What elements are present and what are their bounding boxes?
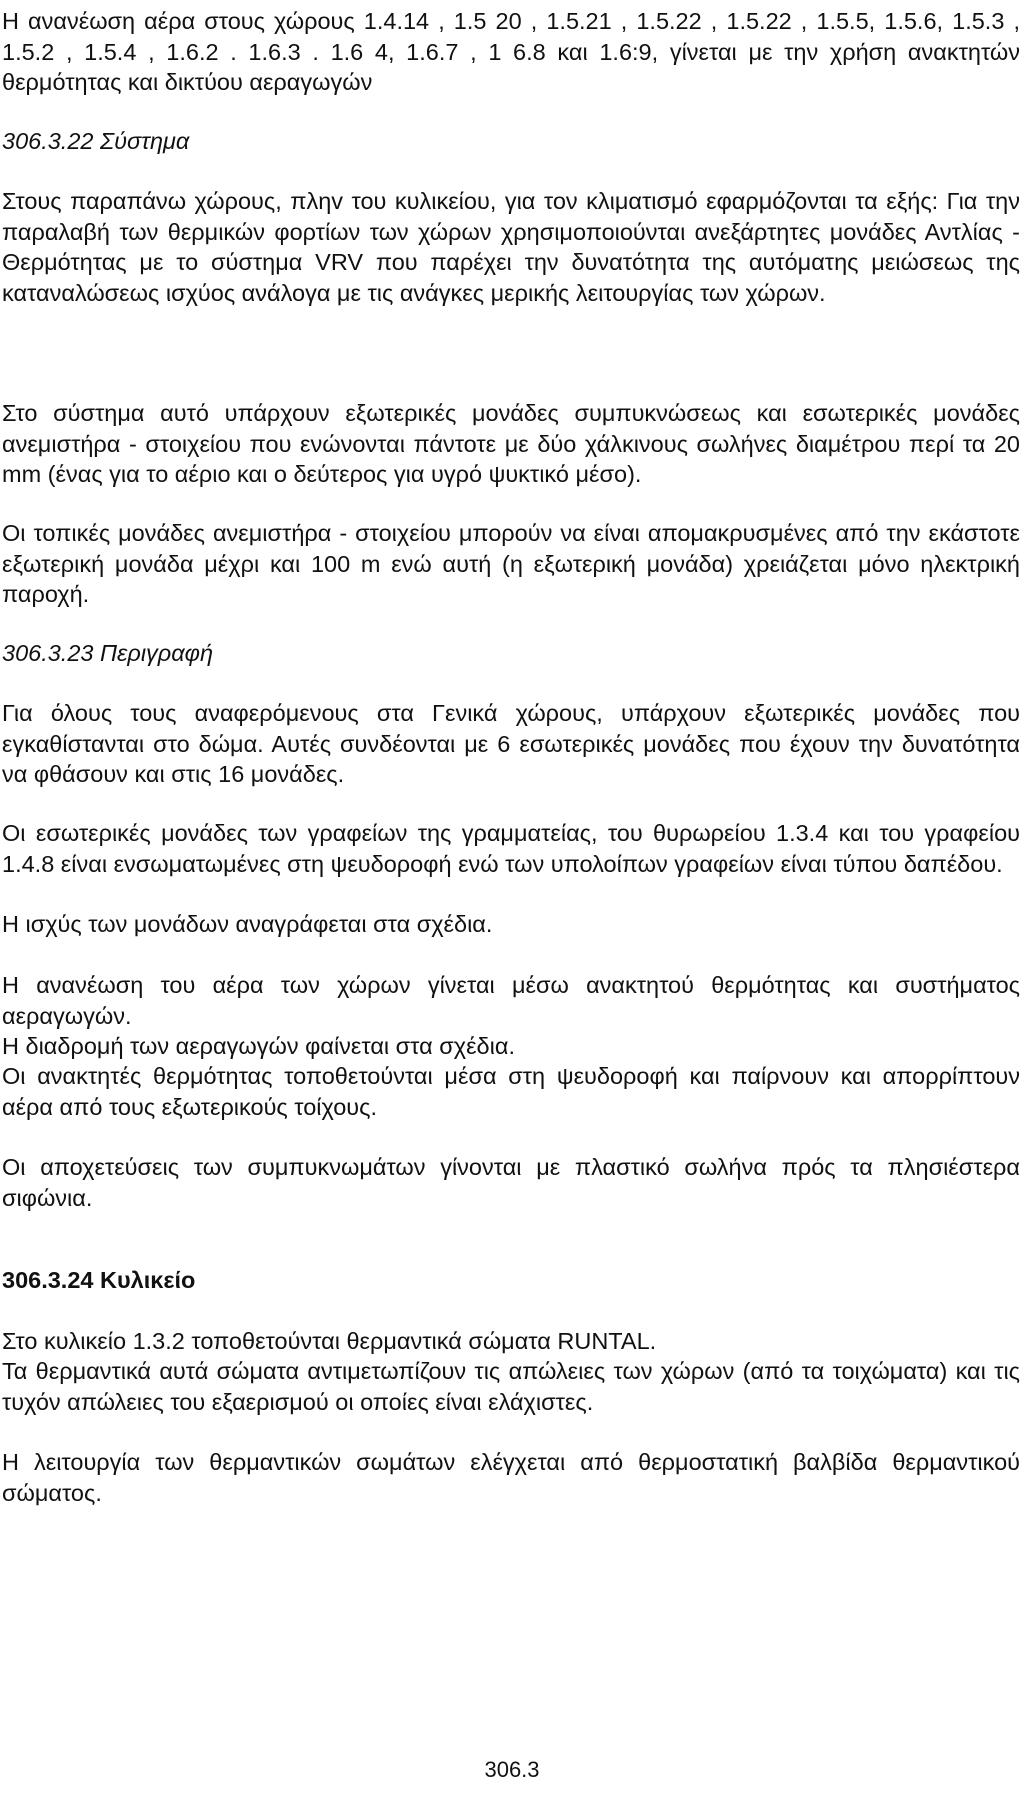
section-24-paragraph-2: Η λειτουργία των θερμαντικών σωμάτων ελέγχεται από θερμοστατική βαλβίδα θερμαντικού σώματος. xyxy=(2,1449,1020,1506)
section-23-paragraph-2: Οι εσωτερικές μονάδες των γραφείων της γραμματείας, του θυρωρείου 1.3.4 και του γραφείου 1.4.8 είναι ενσωματωμένες στη ψευδοροφή ενώ των υπολοίπων γραφείων είναι τύπου δαπέδου. xyxy=(2,820,1020,877)
section-23-paragraph-4: Οι αποχετεύσεις των συμπυκνωμάτων γίνονται με πλαστικό σωλήνα πρός τα πλησιέστερα σιφώνια. xyxy=(2,1154,1020,1211)
section-23-paragraph-2-power-note: Η ισχύς των μονάδων αναγράφεται στα σχέδια. xyxy=(2,911,493,937)
intro-paragraph: Η ανανέωση αέρα στους χώρους 1.4.14 , 1.5 20 , 1.5.21 , 1.5.22 , 1.5.22 , 1.5.5, 1.5.6, 1.5.3 , 1.5.2 , 1.5.4 , 1.6.2 . 1.6.3 . 1.6 4, 1.6.7 , 1 6.8 και 1.6:9, γίνεται με την χρήση ανακτητών θερμότητας και δικτύου αεραγωγών xyxy=(2,8,1020,95)
section-22-paragraph-3: Οι τοπικές μονάδες ανεμιστήρα - στοιχείου μπορούν να είναι απομακρυσμένες από την εκάστοτε εξωτερική μονάδα μέχρι και 100 m ενώ αυτή (η εξωτερική μονάδα) χρειάζεται μόνο ηλεκτρική παροχή. xyxy=(2,520,1020,607)
section-23-paragraph-3-recuperators: Οι ανακτητές θερμότητας τοποθετούνται μέσα στη ψευδοροφή και παίρνουν και απορρίπτουν αέρα από τους εξωτερικούς τοίχους. xyxy=(2,1063,1020,1120)
page-number: 306.3 xyxy=(484,1757,540,1782)
section-heading-306-3-23: 306.3.23 Περιγραφή xyxy=(2,640,214,666)
section-heading-306-3-22: 306.3.22 Σύστημα xyxy=(2,128,190,154)
section-24-paragraph-1-losses: Τα θερμαντικά αυτά σώματα αντιμετωπίζουν τις απώλειες των χώρων (από τα τοιχώματα) και τις τυχόν απώλειες του εξαερισμού οι οποίες είναι ελάχιστες. xyxy=(2,1358,1020,1415)
section-heading-306-3-24: 306.3.24 Κυλικείο xyxy=(2,1267,196,1293)
section-23-paragraph-3: Η ανανέωση του αέρα των χώρων γίνεται μέσω ανακτητού θερμότητας και συστήματος αεραγωγών. xyxy=(2,972,1020,1029)
section-24-paragraph-1: Στο κυλικείο 1.3.2 τοποθετούνται θερμαντικά σώματα RUNTAL. xyxy=(2,1328,657,1354)
section-23-paragraph-3-route: Η διαδρομή των αεραγωγών φαίνεται στα σχέδια. xyxy=(2,1033,515,1059)
section-22-paragraph-1: Στους παραπάνω χώρους, πληv του κυλικείου, για τον κλιματισμό εφαρμόζονται τα εξής: Για την παραλαβή των θερμικών φορτίων των χώρων χρησιμοποιούνται ανεξάρτητες μονάδες Αντλίας - Θερμότητας με το σύστημα VRV που παρέχει την δυνατότητα της αυτόματης μειώσεως της καταναλώσεως ισχύος ανάλογα με τις ανάγκες μερικής λειτουργίας των χώρων. xyxy=(2,188,1020,306)
section-23-paragraph-1: Για όλους τους αναφερόμενους στα Γενικά χώρους, υπάρχουν εξωτερικές μονάδες που εγκαθίστανται στο δώμα. Αυτές συνδέονται με 6 εσωτερικές μονάδες που έχουν την δυνατότητα να φθάσουν και στις 16 μονάδες. xyxy=(2,700,1020,787)
section-22-paragraph-2: Στο σύστημα αυτό υπάρχουν εξωτερικές μονάδες συμπυκνώσεως και εσωτερικές μονάδες ανεμιστήρα - στοιχείου που ενώνονται πάντοτε με δύο χάλκινους σωλήνες διαμέτρου περί τα 20 mm (ένας για το αέριο και ο δεύτερος για υγρό ψυκτικό μέσο). xyxy=(2,400,1020,487)
